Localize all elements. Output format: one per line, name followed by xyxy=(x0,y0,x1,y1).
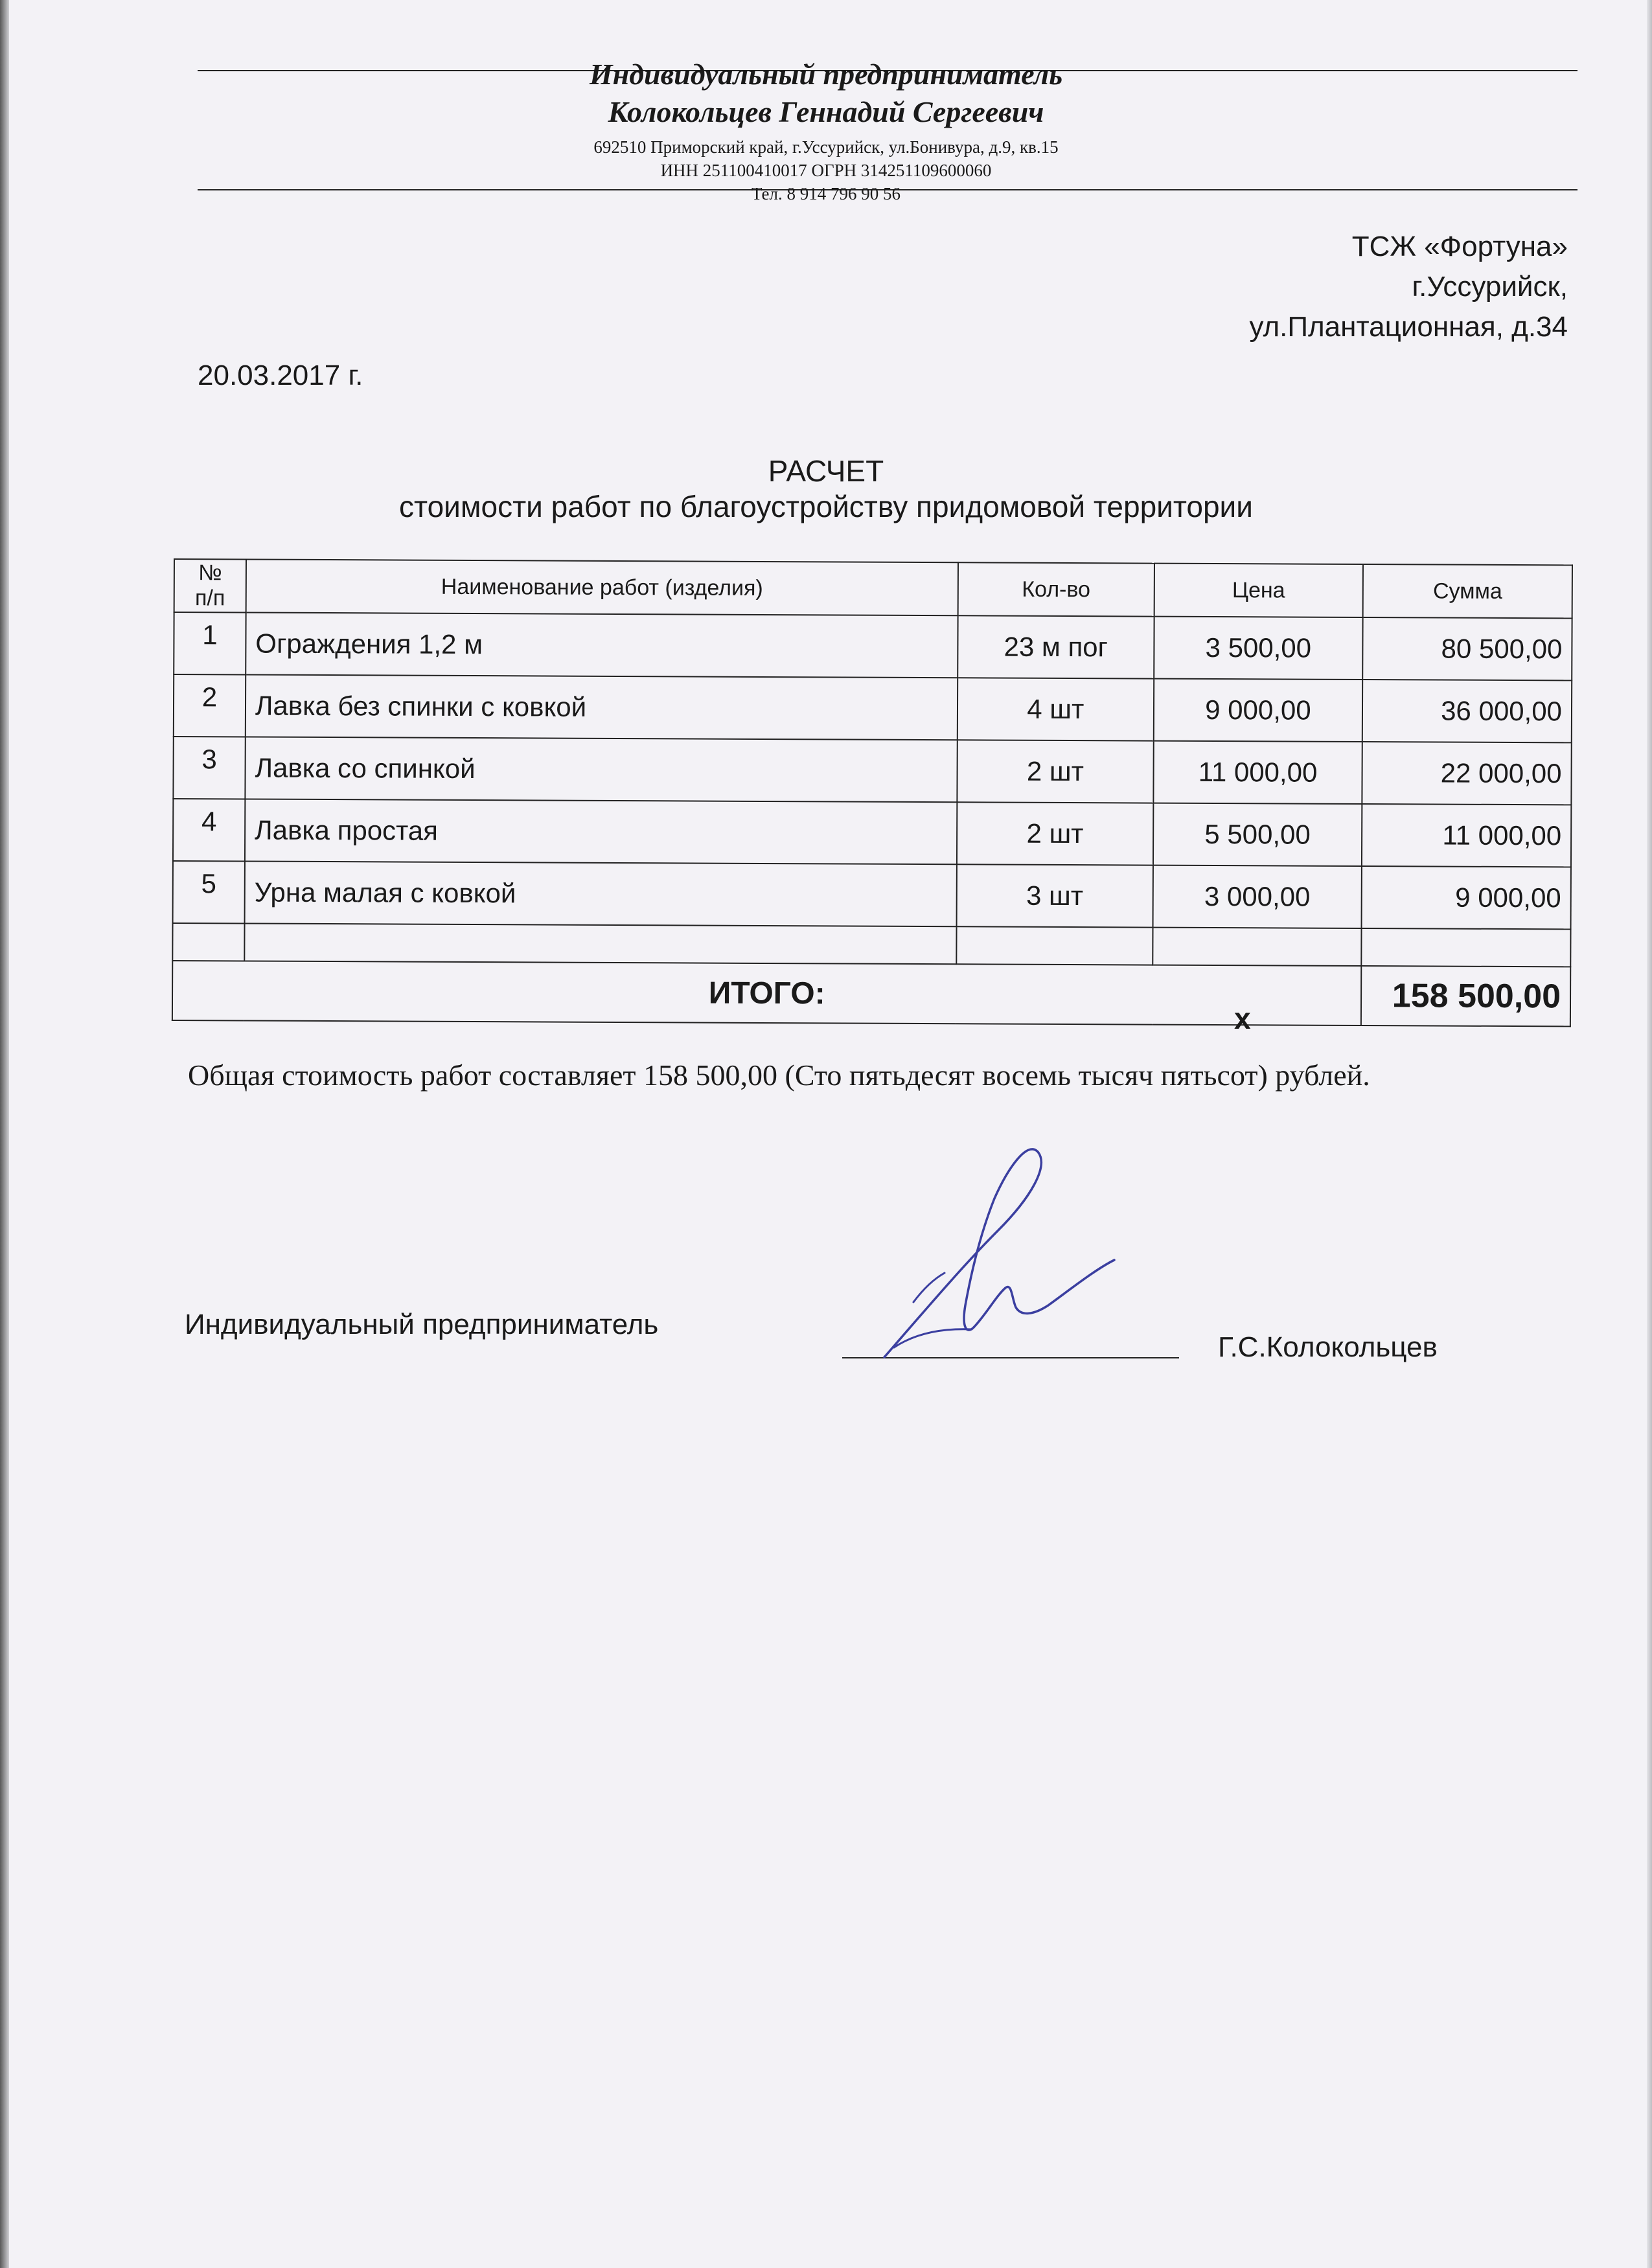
table-empty-row xyxy=(172,923,1570,967)
total-sum-value: 158 500,00 xyxy=(1392,977,1561,1016)
row-name: Лавка со спинкой xyxy=(245,737,958,802)
empty-cell xyxy=(244,923,956,964)
empty-cell xyxy=(1153,928,1362,966)
header-num-line-1: № xyxy=(198,560,222,586)
row-num: 2 xyxy=(174,674,246,737)
letterhead-phone: Тел. 8 914 796 90 56 xyxy=(751,184,901,203)
header-name: Наименование работ (изделия) xyxy=(246,559,959,615)
row-name: Лавка без спинки с ковкой xyxy=(246,674,958,740)
row-sum: 22 000,00 xyxy=(1362,742,1572,805)
table-row xyxy=(173,861,1571,929)
scan-edge-left xyxy=(0,0,9,2268)
row-name: Ограждения 1,2 м xyxy=(246,612,958,678)
row-num: 1 xyxy=(174,612,246,674)
row-name: Лавка простая xyxy=(245,799,958,864)
row-price: 11 000,00 xyxy=(1153,741,1362,804)
header-num-line-2: п/п xyxy=(194,586,225,611)
recipient-block xyxy=(1249,227,1568,347)
calculation-table xyxy=(172,558,1573,1027)
total-label: ИТОГО: xyxy=(172,961,1362,1025)
letterhead-title: Индивидуальный предприниматель xyxy=(589,58,1063,91)
recipient-line-3: ул.Плантационная, д.34 xyxy=(1249,311,1568,343)
row-num: 5 xyxy=(173,861,245,923)
row-qty: 3 шт xyxy=(957,864,1153,927)
header-sum: Сумма xyxy=(1363,564,1572,618)
total-sum xyxy=(1361,966,1570,1026)
header-price: Цена xyxy=(1154,564,1363,617)
row-qty: 4 шт xyxy=(958,678,1154,740)
row-price: 9 000,00 xyxy=(1153,679,1362,742)
empty-cell xyxy=(1362,928,1571,967)
signature-label: Индивидуальный предприниматель xyxy=(185,1309,659,1340)
row-qty: 2 шт xyxy=(957,740,1153,803)
row-sum: 36 000,00 xyxy=(1362,680,1572,742)
row-sum: 80 500,00 xyxy=(1362,617,1572,680)
total-x-mark: х xyxy=(1234,1002,1251,1035)
letterhead-address: 692510 Приморский край, г.Уссурийск, ул.Бонивура, д.9, кв.15 xyxy=(593,137,1059,157)
recipient-line-1: ТСЖ «Фортуна» xyxy=(1351,231,1568,262)
letterhead-name: Колокольцев Геннадий Сергеевич xyxy=(608,95,1044,128)
recipient-line-2: г.Уссурийск, xyxy=(1412,271,1568,303)
table-row xyxy=(173,799,1571,867)
document-subtitle: стоимости работ по благоустройству придомовой территории xyxy=(399,490,1253,523)
signatory-name: Г.С.Колокольцев xyxy=(1218,1331,1438,1363)
letterhead-inn-ogrn: ИНН 251100410017 ОГРН 314251109600060 xyxy=(660,161,992,180)
summary-text: Общая стоимость работ составляет 158 500,00 (Сто пятьдесят восемь тысяч пятьсот) рублей. xyxy=(188,1059,1370,1092)
row-qty: 2 шт xyxy=(957,802,1153,865)
row-name: Урна малая с ковкой xyxy=(244,861,957,926)
row-qty: 23 м пог xyxy=(958,615,1154,678)
document-date: 20.03.2017 г. xyxy=(198,360,363,391)
header-qty: Кол-во xyxy=(958,562,1154,616)
row-price: 3 000,00 xyxy=(1153,865,1362,928)
row-num: 3 xyxy=(173,737,245,799)
document-title: РАСЧЕТ xyxy=(768,454,884,488)
table-row xyxy=(173,737,1571,805)
row-sum: 11 000,00 xyxy=(1362,804,1571,867)
row-sum: 9 000,00 xyxy=(1362,866,1571,929)
table-header-row xyxy=(174,559,1572,618)
handwritten-signature xyxy=(868,1140,1127,1373)
empty-cell xyxy=(956,926,1153,965)
scan-edge-right xyxy=(1647,0,1652,2268)
row-num: 4 xyxy=(173,799,245,861)
header-num xyxy=(174,559,246,612)
table-row xyxy=(174,674,1572,742)
row-price: 3 500,00 xyxy=(1154,617,1363,680)
empty-cell xyxy=(172,923,244,961)
table-row xyxy=(174,612,1572,680)
row-price: 5 500,00 xyxy=(1153,803,1362,866)
table-total-row xyxy=(172,961,1570,1026)
